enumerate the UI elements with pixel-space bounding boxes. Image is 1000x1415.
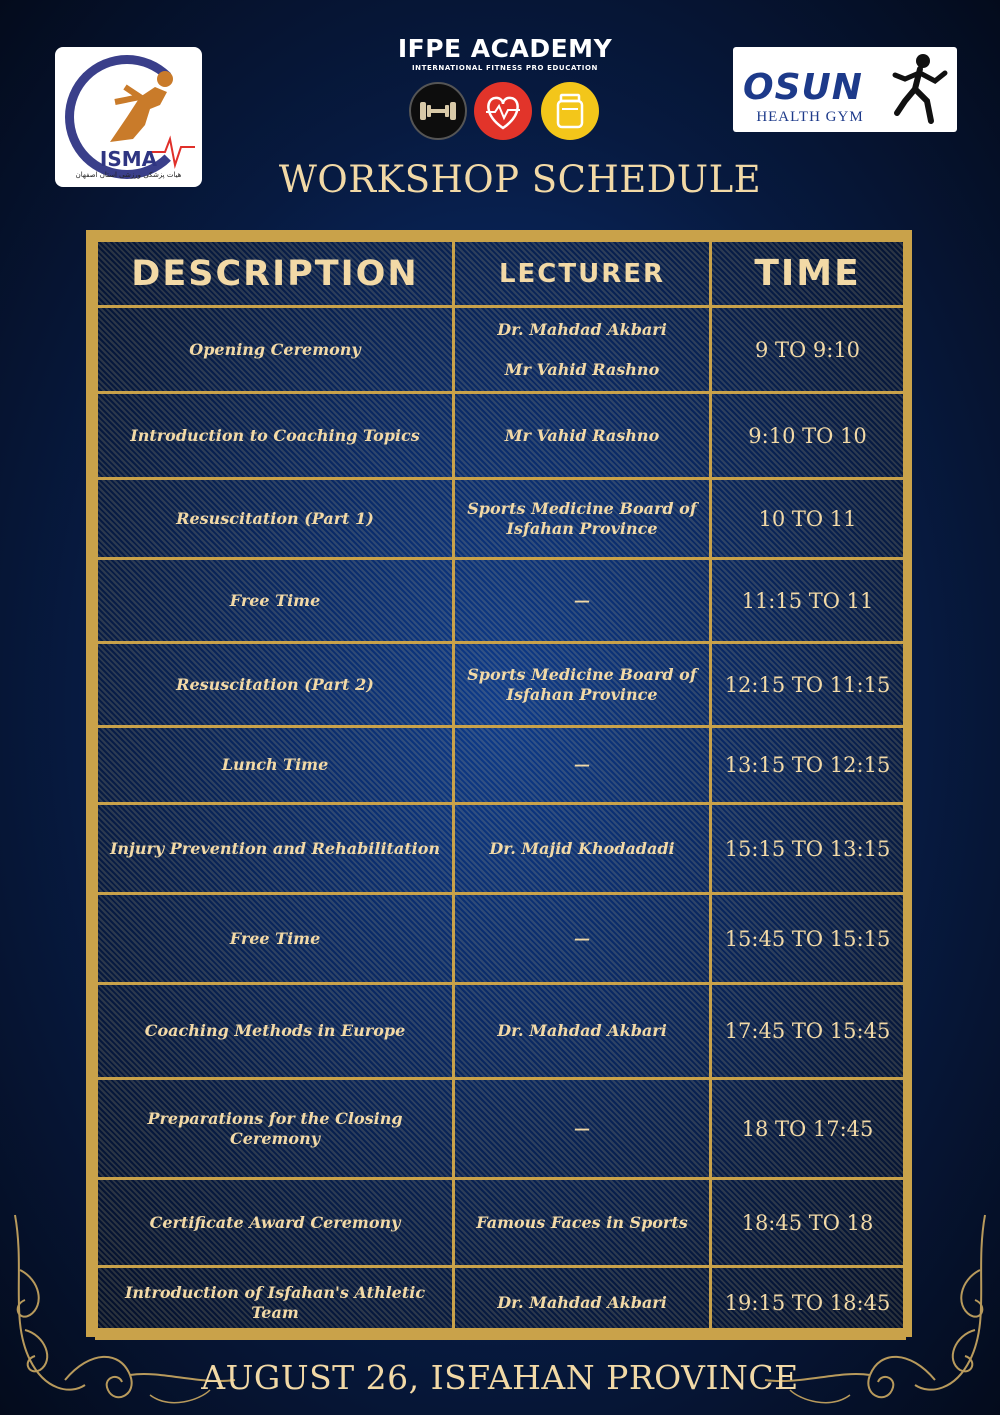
lecturer-line: Dr. Mahdad Akbari: [497, 319, 667, 339]
table-row: [97, 1079, 905, 1179]
row-time: 9:10 TO 10: [711, 393, 905, 479]
row-time: 15:45 TO 15:15: [711, 894, 905, 984]
row-lecturer: Mr Vahid Rashno: [454, 393, 711, 479]
row-description: Certificate Award Ceremony: [97, 1179, 454, 1267]
row-time: 19:15 TO 18:45: [711, 1267, 905, 1339]
osun-logo: [733, 47, 957, 132]
row-time: 9 TO 9:10: [711, 307, 905, 393]
row-description: Introduction of Isfahan's Athletic Team: [97, 1267, 454, 1339]
row-lecturer: Dr. Mahdad Akbari: [454, 1267, 711, 1339]
supplement-jar-icon: [541, 82, 599, 140]
row-time: 11:15 TO 11: [711, 559, 905, 643]
table-row: [97, 1267, 905, 1339]
row-lecturer: [454, 643, 711, 727]
date-location: AUGUST 26, ISFAHAN PROVINCE: [201, 1358, 799, 1397]
row-description: Resuscitation (Part 2): [97, 643, 454, 727]
row-lecturer: Dr. Majid Khodadadi: [454, 804, 711, 894]
row-time: 12:15 TO 11:15: [711, 643, 905, 727]
row-description: Opening Ceremony: [97, 307, 454, 393]
osun-logo-name: OSUN: [743, 67, 863, 108]
table-row: [97, 479, 905, 559]
row-lecturer: Famous Faces in Sports: [454, 1179, 711, 1267]
row-time: 17:45 TO 15:45: [711, 984, 905, 1079]
row-lecturer: [454, 479, 711, 559]
row-description: Free Time: [97, 559, 454, 643]
lecturer-line: Isfahan Province: [506, 684, 658, 704]
table-row: [97, 559, 905, 643]
row-time: 18:45 TO 18: [711, 1179, 905, 1267]
row-lecturer: Dr. Mahdad Akbari: [454, 984, 711, 1079]
isma-logo-subtitle: هیات پزشکی ورزشی استان اصفهان: [75, 171, 182, 179]
page-title: WORKSHOP SCHEDULE: [278, 158, 762, 201]
row-description: Resuscitation (Part 1): [97, 479, 454, 559]
row-description: Coaching Methods in Europe: [97, 984, 454, 1079]
lecturer-line: Sports Medicine Board of: [467, 498, 697, 518]
table-row: [97, 643, 905, 727]
row-description: Free Time: [97, 894, 454, 984]
row-lecturer: —: [454, 1079, 711, 1179]
table-row: [97, 984, 905, 1079]
table-row: [97, 894, 905, 984]
academy-name: IFPE ACADEMY: [397, 34, 613, 63]
row-time: 15:15 TO 13:15: [711, 804, 905, 894]
row-description: Introduction to Coaching Topics: [97, 393, 454, 479]
schedule-table: [86, 230, 912, 1337]
lecturer-line: Mr Vahid Rashno: [504, 359, 660, 379]
table-row: [97, 727, 905, 804]
row-time: 18 TO 17:45: [711, 1079, 905, 1179]
row-lecturer: —: [454, 727, 711, 804]
row-description: Injury Prevention and Rehabilitation: [97, 804, 454, 894]
lecturer-line: Isfahan Province: [506, 518, 658, 538]
academy-subtitle: INTERNATIONAL FITNESS PRO EDUCATION: [411, 64, 599, 72]
table-row: [97, 804, 905, 894]
running-man-icon: [887, 51, 953, 129]
row-time: 10 TO 11: [711, 479, 905, 559]
header-time: TIME: [711, 241, 905, 307]
dumbbell-icon: [409, 82, 467, 140]
header-description: DESCRIPTION: [97, 241, 454, 307]
row-description: Lunch Time: [97, 727, 454, 804]
table-row: [97, 1179, 905, 1267]
row-lecturer: [454, 307, 711, 393]
row-lecturer: —: [454, 559, 711, 643]
table-header-row: [97, 241, 905, 307]
lecturer-line: Sports Medicine Board of: [467, 664, 697, 684]
header-lecturer: LECTURER: [454, 241, 711, 307]
osun-logo-subtitle: HEALTH GYM: [756, 109, 864, 125]
isma-logo-name: ISMA: [99, 147, 158, 171]
table-row: [97, 307, 905, 393]
heart-rate-icon: [474, 82, 532, 140]
row-lecturer: —: [454, 894, 711, 984]
row-description: Preparations for the Closing Ceremony: [97, 1079, 454, 1179]
isma-logo: [55, 47, 202, 187]
row-time: 13:15 TO 12:15: [711, 727, 905, 804]
table-row: [97, 393, 905, 479]
